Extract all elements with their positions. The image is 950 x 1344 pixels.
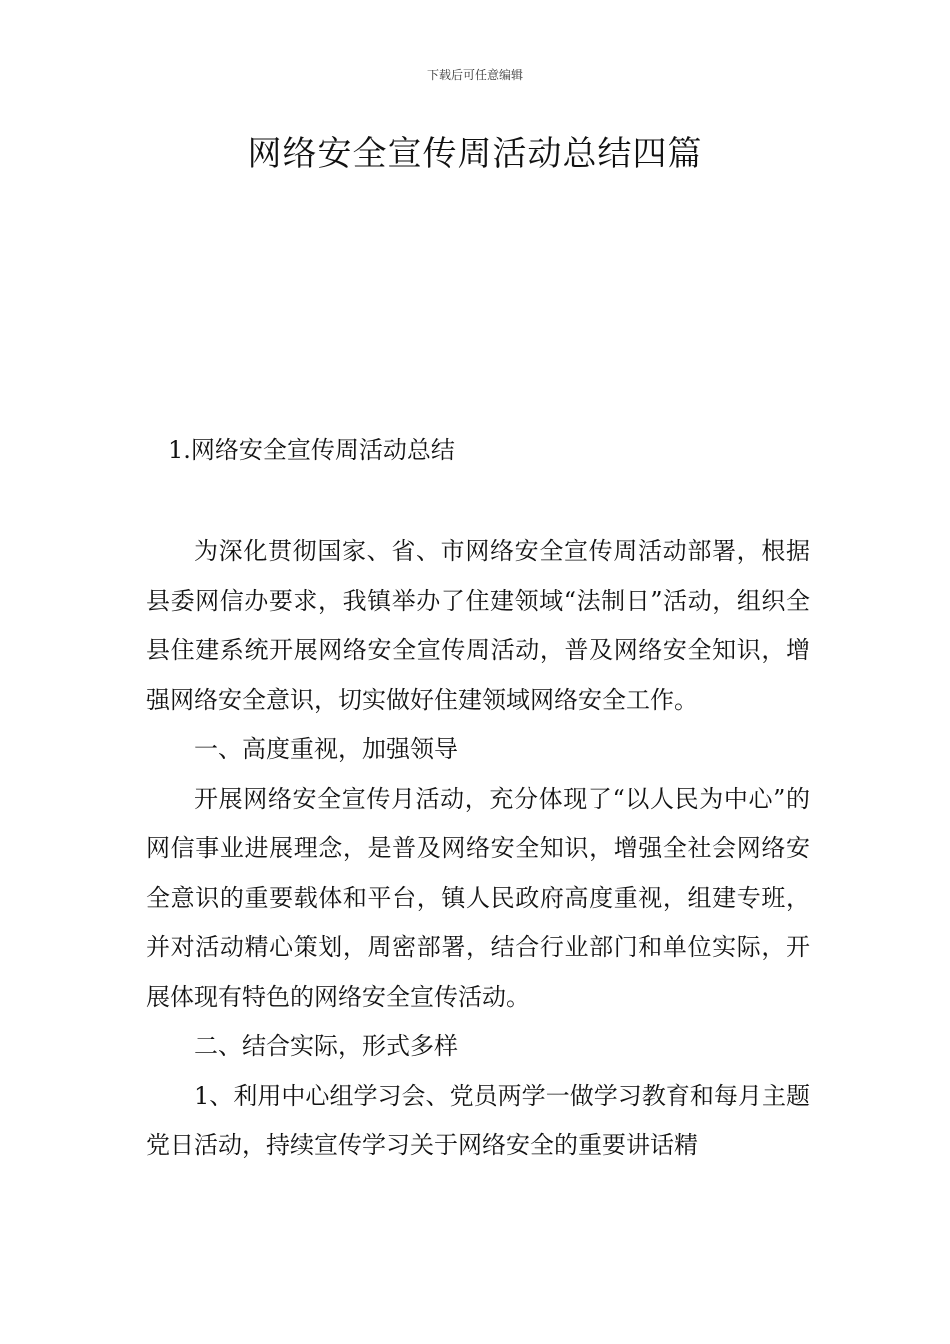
- body-subheading-1: 一、高度重视，加强领导: [194, 735, 458, 763]
- page-header-note: 下载后可任意编辑: [426, 68, 523, 82]
- body-subheading-2: 二、结合实际，形式多样: [194, 1032, 458, 1060]
- document-title: 网络安全宣传周活动总结四篇: [247, 134, 703, 174]
- body-paragraph-intro: 为深化贯彻国家、省、市网络安全宣传周活动部署，根据县委网信办要求，我镇举办了住建领域“法制日”活动，组织全县住建系统开展网络安全宣传周活动，普及网络安全知识，增强网络安全意识，切实做好住建领域网络安全工作。: [146, 537, 810, 714]
- document-body: [146, 527, 810, 1171]
- body-paragraph-4: 1、利用中心组学习会、党员两学一做学习教育和每月主题党日活动，持续宣传学习关于网络安全的重要讲话精: [146, 1081, 810, 1159]
- body-paragraph-2: 开展网络安全宣传月活动，充分体现了“以人民为中心”的网信事业进展理念，是普及网络安全知识，增强全社会网络安全意识的重要载体和平台，镇人民政府高度重视，组建专班，并对活动精心策划，周密部署，结合行业部门和单位实际，开展体现有特色的网络安全宣传活动。: [146, 784, 810, 1011]
- section-heading: 1.网络安全宣传周活动总结: [168, 436, 455, 464]
